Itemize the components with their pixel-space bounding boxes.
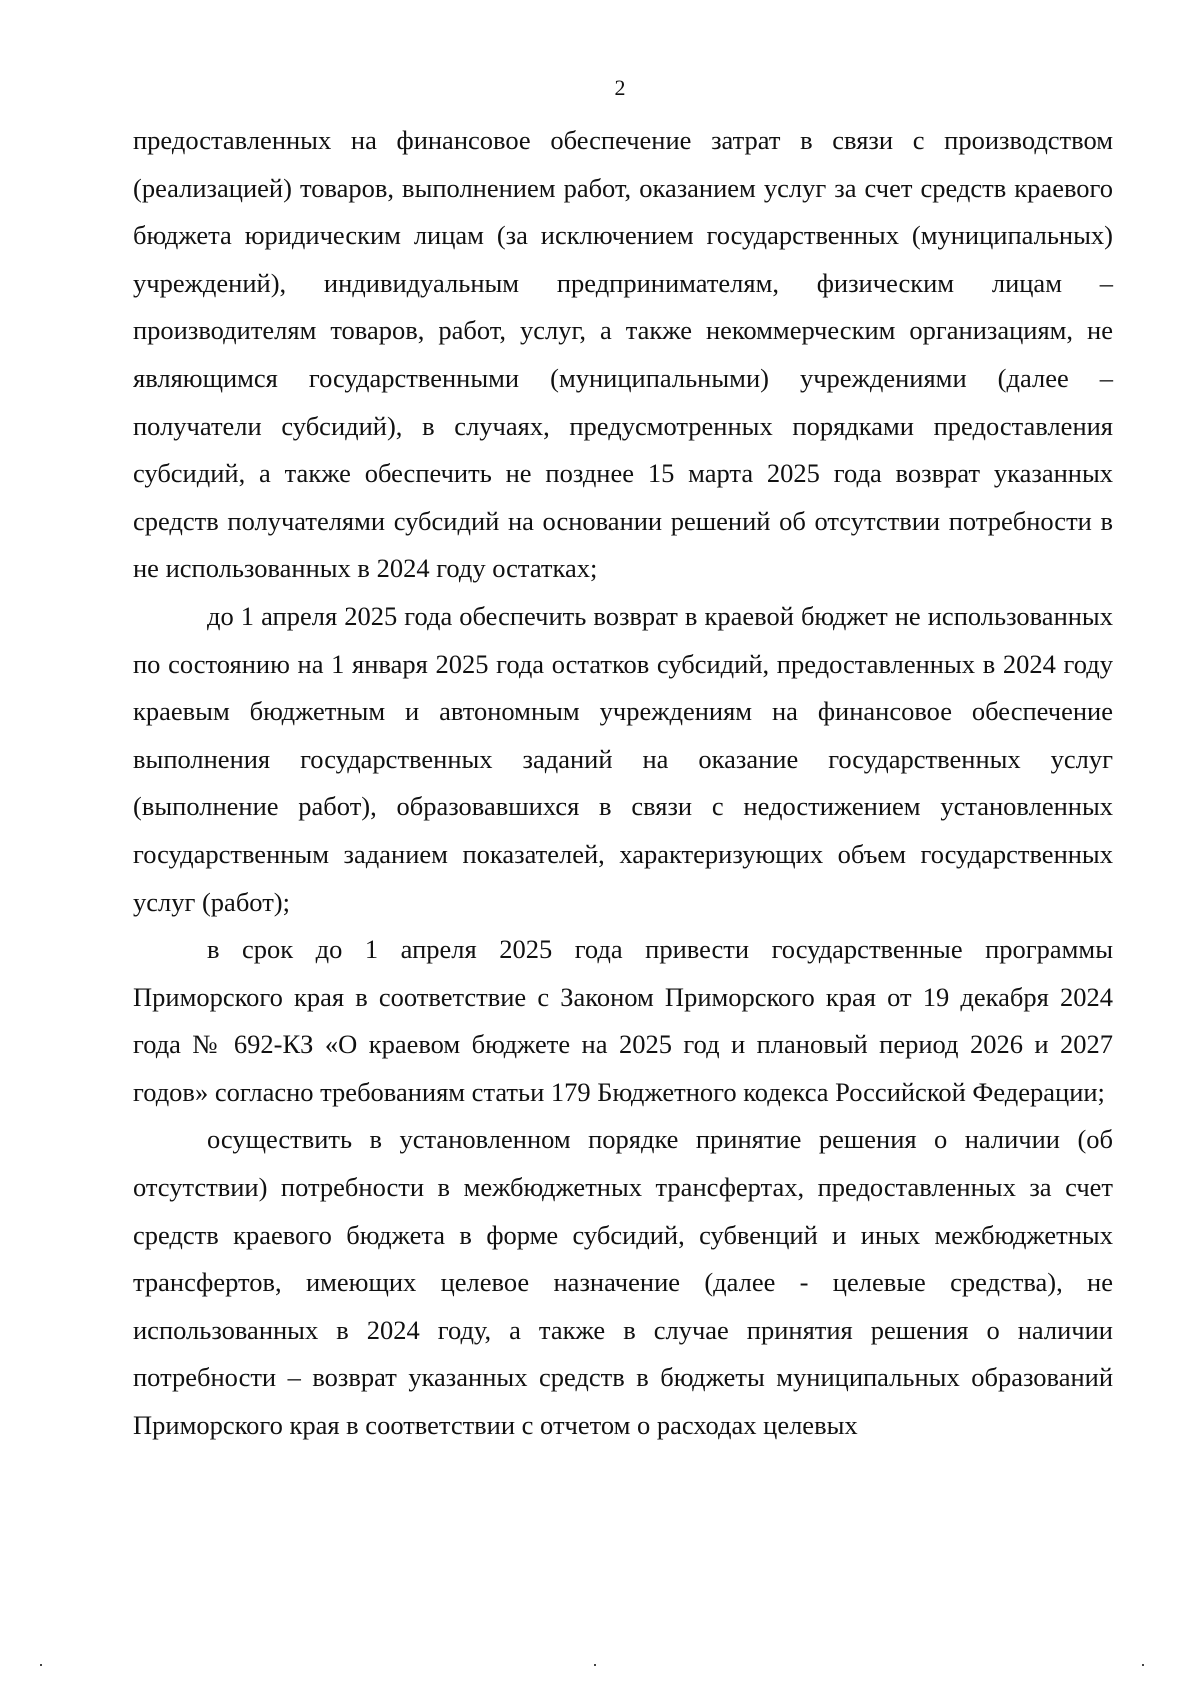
scan-artifact-dot (594, 1664, 596, 1666)
page-number: 2 (614, 75, 626, 100)
scan-artifact-dot (1142, 1664, 1144, 1666)
paragraph-1: предоставленных на финансовое обеспечение затрат в связи с производством (реализацией) товаров, выполнением работ, оказанием услуг за счет средств краевого бюджета юридическим лицам (за исключением государственных (муниципальных) учреждений), индивидуальным предпринимателям, физическим лицам – производителям товаров, работ, услуг, а также некоммерческим организациям, не являющимся государственными (муниципальными) учреждениями (далее – получатели субсидий), в случаях, предусмотренных порядками предоставления субсидий, а также обеспечить не позднее 15 марта 2025 года возврат указанных средств получателями субсидий на основании решений об отсутствии потребности в не использованных в 2024 году остатках; (133, 125, 1113, 584)
paragraph-3: в срок до 1 апреля 2025 года привести государственные программы Приморского края в соответствие с Законом Приморского края от 19 декабря 2024 года № 692-КЗ «О краевом бюджете на 2025 год и плановый период 2026 и 2027 годов» согласно требованиям статьи 179 Бюджетного кодекса Российской Федерации; (133, 934, 1113, 1107)
paragraph-4: осуществить в установленном порядке принятие решения о наличии (об отсутствии) потребности в межбюджетных трансфертах, предоставленных за счет средств краевого бюджета в форме субсидий, субвенций и иных межбюджетных трансфертов, имеющих целевое назначение (далее - целевые средства), не использованных в 2024 году, а также в случае принятия решения о наличии потребности – возврат указанных средств в бюджеты муниципальных образований Приморского края в соответствии с отчетом о расходах целевых (133, 1124, 1113, 1441)
scan-artifact-dot (40, 1664, 42, 1666)
document-body (133, 117, 1113, 1450)
paragraph-2: до 1 апреля 2025 года обеспечить возврат в краевой бюджет не использованных по состоянию на 1 января 2025 года остатков субсидий, предоставленных в 2024 году краевым бюджетным и автономным учреждениям на финансовое обеспечение выполнения государственных заданий на оказание государственных услуг (выполнение работ), образовавшихся в связи с недостижением установленных государственным заданием показателей, характеризующих объем государственных услуг (работ); (133, 600, 1113, 917)
